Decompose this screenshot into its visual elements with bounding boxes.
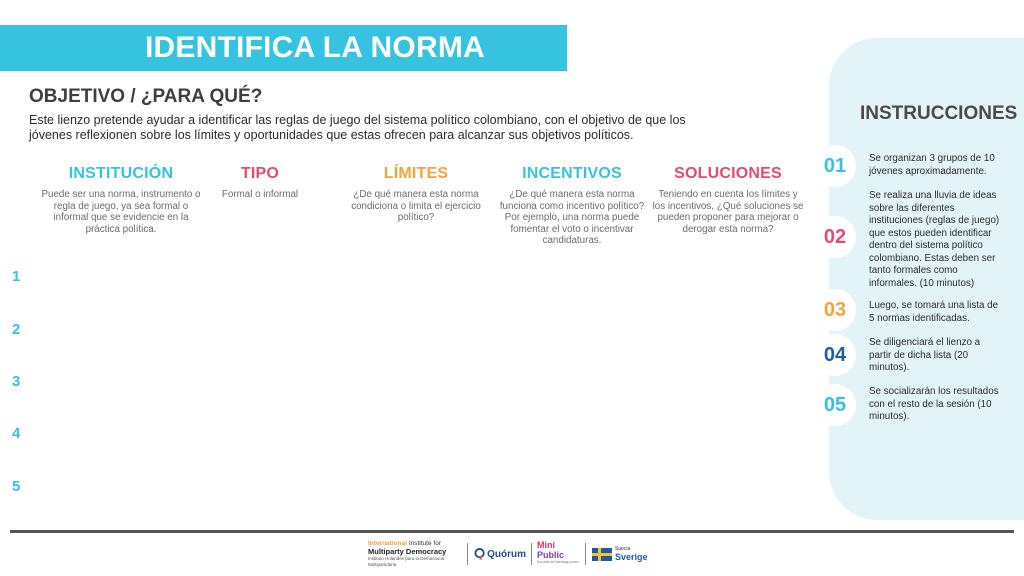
logo-separator [467,543,468,565]
minipublic-line3: Escuela de liderazgo joven [537,560,579,564]
idea-logo-line3: Instituto Holandés para la Democracia Multipartidaria [368,556,445,567]
column-incentivos [494,165,650,247]
idea-logo-line1a: International [368,540,408,547]
column-description: ¿De qué manera esta norma condiciona o limita el ejercicio político? [351,189,481,223]
column-title: INCENTIVOS [522,165,622,182]
row-number: 2 [12,321,21,338]
footer-divider [10,530,1014,533]
step-number-badge: 01 [814,145,856,187]
column-institucion [38,165,204,235]
page-title: IDENTIFICA LA NORMA [145,31,485,64]
title-banner [0,25,567,71]
step-text: Se realiza una lluvia de ideas sobre las diferentes instituciones (reglas de juego) que estos pueden identificar dentro del sistema político colombiano. Estas deben ser tanto formales como informales. (10 minutos) [869,190,1000,289]
objective-title: OBJETIVO / ¿PARA QUÉ? [29,86,263,107]
quorum-logo-text: Quórum [487,548,526,560]
step-text: Luego, se tomará una lista de 5 normas identificadas. [869,300,999,324]
sweden-logo [592,540,652,568]
step-number-badge: 03 [814,289,856,331]
step-number-badge: 05 [814,384,856,426]
row-number: 3 [12,373,21,390]
column-tipo [200,165,320,201]
idea-logo [368,540,462,568]
sweden-logo-line1: Suecia [615,546,631,552]
step-number-badge: 04 [814,334,856,376]
column-description: Puede ser una norma, instrumento o regla de juego, ya sea formal o informal que se evidencie en la práctica política. [41,189,201,235]
quorum-logo [474,540,526,568]
instructions-title: INSTRUCCIONES [860,103,1018,124]
idea-logo-line1b: Institute for [408,540,441,547]
row-number: 1 [12,268,21,285]
step-text: Se socializarán los resultados con el resto de la sesión (10 minutos). [869,386,999,422]
column-title: LÍMITES [383,165,449,182]
step-text: Se organizan 3 grupos de 10 jóvenes aproximadamente. [869,153,995,177]
column-title: INSTITUCIÓN [68,165,174,182]
column-soluciones [652,165,804,235]
column-description: Formal o informal [221,189,299,200]
row-number: 5 [12,478,21,495]
logo-separator [531,543,532,565]
minipublic-logo [537,540,579,568]
sweden-flag-icon [592,548,612,561]
column-limites [343,165,489,224]
row-number: 4 [12,425,21,442]
step-text: Se diligenciará el lienzo a partir de dicha lista (20 minutos). [869,337,981,373]
column-title: TIPO [240,165,280,182]
quorum-mark-icon [474,547,485,561]
column-description: Teniendo en cuenta los límites y los incentivos, ¿Qué soluciones se pueden proponer para mejorar o derogar esta norma? [652,189,804,235]
objective-text: Este lienzo pretende ayudar a identificar las reglas de juego del sistema político colombiano, con el objetivo de que los jóvenes reflexionen sobre los límites y oportunidades que estas ofrecen para alcanzar sus objetivos políticos. [29,113,686,142]
idea-logo-line2: Multiparty Democracy [368,547,447,556]
column-title: SOLUCIONES [674,165,782,182]
step-number-badge: 02 [814,216,856,258]
column-description: ¿De qué manera esta norma funciona como incentivo político? Por ejemplo, una norma puede fomentar el voto o incentivar candidaturas. [499,189,645,246]
minipublic-line2: Public [537,550,565,560]
minipublic-line1: Mini [537,540,555,550]
logo-separator [585,543,586,565]
sweden-logo-line2: Sverige [615,552,648,562]
